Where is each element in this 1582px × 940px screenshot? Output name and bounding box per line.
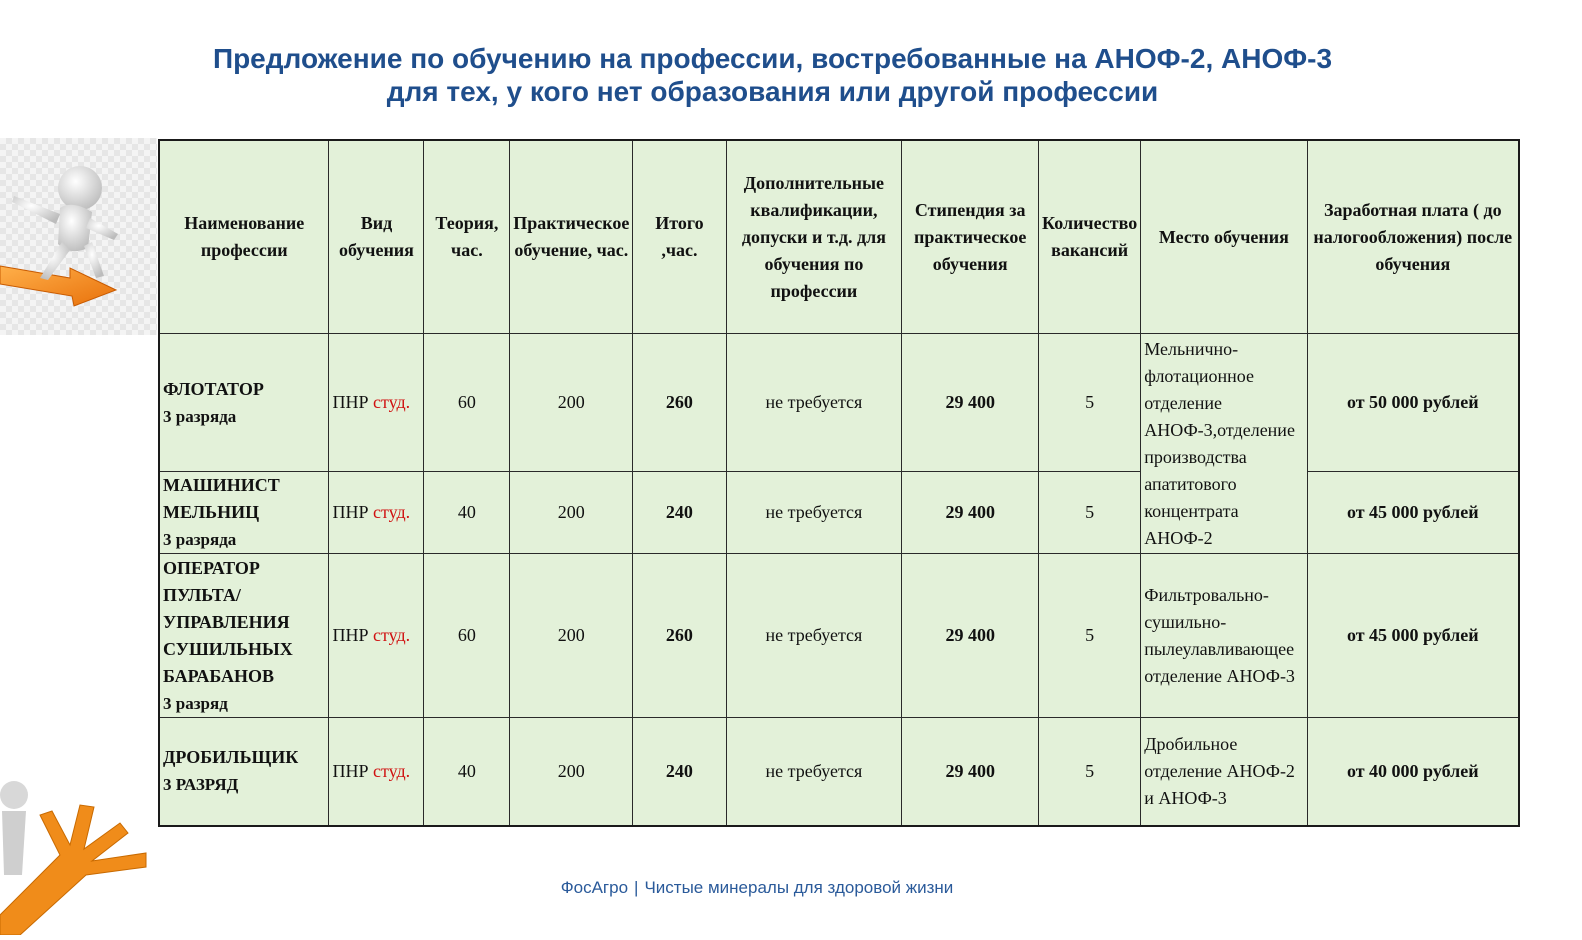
profession-grade: 3 разряда [163, 530, 237, 549]
stipend: 29 400 [902, 334, 1039, 472]
footer-brand: ФосАгро [560, 878, 629, 897]
header-training-type: Вид обучения [329, 140, 424, 334]
salary: от 50 000 рублей [1307, 334, 1519, 472]
training-offer-table [158, 139, 1520, 827]
stipend: 29 400 [902, 472, 1039, 554]
title-line-2: для тех, у кого нет образования или другой профессии [386, 76, 1159, 107]
header-total: Итого ,час. [633, 140, 726, 334]
training-type-note: студ. [372, 502, 411, 522]
practice-hours: 200 [510, 718, 633, 826]
vacancies: 5 [1039, 472, 1141, 554]
theory-hours: 40 [424, 718, 510, 826]
training-type-note: студ. [372, 625, 411, 645]
salary: от 40 000 рублей [1307, 718, 1519, 826]
header-place: Место обучения [1141, 140, 1307, 334]
profession-cell [159, 334, 329, 472]
header-salary: Заработная плата ( до налогообложения) после обучения [1307, 140, 1519, 334]
theory-hours: 60 [424, 554, 510, 718]
training-type-cell [329, 718, 424, 826]
training-type-cell [329, 554, 424, 718]
total-hours: 240 [633, 718, 726, 826]
training-place: Дробильное отделение АНОФ-2 и АНОФ-3 [1141, 718, 1307, 826]
stipend: 29 400 [902, 554, 1039, 718]
profession-name: ДРОБИЛЬЩИК [163, 747, 299, 768]
vacancies: 5 [1039, 554, 1141, 718]
title-line-1: Предложение по обучению на профессии, востребованные на АНОФ-2, АНОФ-3 [212, 43, 1333, 74]
theory-hours: 40 [424, 472, 510, 554]
profession-name: МАШИНИСТ МЕЛЬНИЦ [163, 475, 280, 522]
footer-separator: | [634, 878, 639, 897]
figure-crossroads-illustration [0, 745, 157, 935]
profession-name: ФЛОТАТОР [163, 378, 264, 399]
salary: от 45 000 рублей [1307, 554, 1519, 718]
page-title [0, 42, 1545, 108]
extra-qualifications: не требуется [726, 718, 902, 826]
header-stipend: Стипендия за практическое обучения [902, 140, 1039, 334]
header-theory: Теория, час. [424, 140, 510, 334]
practice-hours: 200 [510, 554, 633, 718]
table-row [159, 718, 1519, 826]
profession-cell [159, 718, 329, 826]
stipend: 29 400 [902, 718, 1039, 826]
theory-hours: 60 [424, 334, 510, 472]
training-type-cell [329, 472, 424, 554]
table-row [159, 334, 1519, 472]
table-row [159, 472, 1519, 554]
profession-grade: 3 разряд [163, 693, 228, 713]
total-hours: 260 [633, 334, 726, 472]
footer [0, 878, 1514, 898]
training-type: ПНР [332, 625, 369, 645]
training-type-note: студ. [372, 392, 411, 412]
header-extra-qualifications: Дополнительные квалификации, допуски и т.д. для обучения по профессии [726, 140, 902, 334]
training-place: Фильтровально-сушильно-пылеулавливающее отделение АНОФ-3 [1141, 554, 1307, 718]
training-type-cell [329, 334, 424, 472]
training-place: Мельнично-флотационное отделение АНОФ-3,отделение производства апатитового концентрата АНОФ-2 [1141, 334, 1307, 554]
profession-name: ОПЕРАТОР ПУЛЬТА/УПРАВЛЕНИЯ СУШИЛЬНЫХ БАРАБАНОВ [163, 557, 293, 686]
table-row [159, 554, 1519, 718]
salary: от 45 000 рублей [1307, 472, 1519, 554]
training-type-note: студ. [372, 760, 411, 781]
profession-grade: 3 РАЗРЯД [163, 775, 239, 795]
figure-arrow-icon [0, 138, 157, 335]
vacancies: 5 [1039, 334, 1141, 472]
practice-hours: 200 [510, 472, 633, 554]
profession-grade: 3 разряда [163, 406, 237, 426]
extra-qualifications: не требуется [726, 554, 902, 718]
training-type: ПНР [332, 392, 369, 412]
training-type: ПНР [332, 502, 369, 522]
footer-tagline: Чистые минералы для здоровой жизни [644, 878, 954, 897]
figure-on-arrow-illustration [0, 138, 157, 335]
total-hours: 260 [633, 554, 726, 718]
practice-hours: 200 [510, 334, 633, 472]
header-practice: Практическое обучение, час. [510, 140, 633, 334]
extra-qualifications: не требуется [726, 334, 902, 472]
total-hours: 240 [633, 472, 726, 554]
extra-qualifications: не требуется [726, 472, 902, 554]
profession-cell [159, 554, 329, 718]
header-vacancies: Количество вакансий [1039, 140, 1141, 334]
vacancies: 5 [1039, 718, 1141, 826]
profession-cell [159, 472, 329, 554]
training-type: ПНР [332, 760, 369, 781]
crossroads-arrows-icon [0, 745, 157, 935]
header-profession: Наименование профессии [159, 140, 329, 334]
table-header-row [159, 140, 1519, 334]
